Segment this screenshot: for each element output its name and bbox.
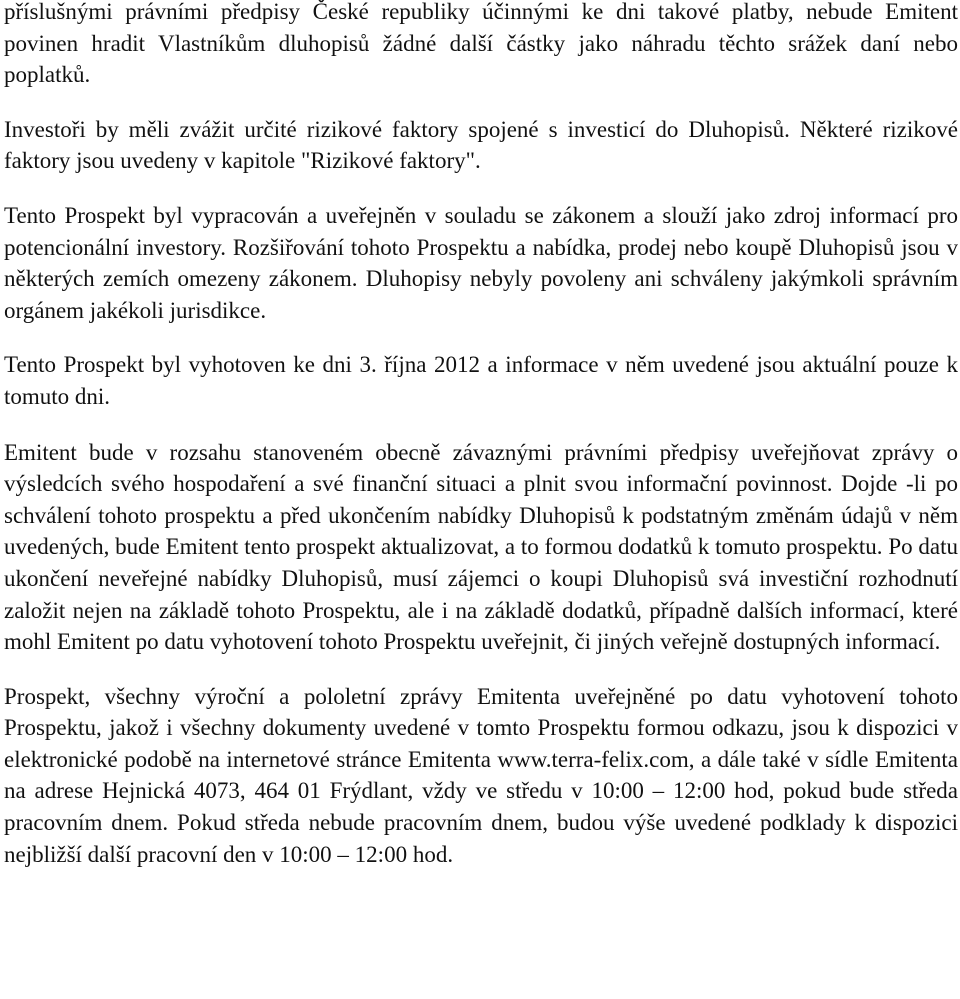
paragraph-issuer-disclosure: Emitent bude v rozsahu stanoveném obecně závaznými právními předpisy uveřejňovat zprávy o výsledcích svého hospodaření a své finanční situaci a plnit svou informační povinnost. Dojde -li po schválení tohoto prospektu a před ukončením nabídky Dluhopisů k podstatným změnám údajů v něm uvedených, bude Emitent tento prospekt aktualizovat, a to formou dodatků k tomuto prospektu. Po datu ukončení neveřejné nabídky Dluhopisů, musí zájemci o koupi Dluhopisů svá investiční rozhodnutí založit nejen na základě tohoto Prospektu, ale i na základě dodatků, případně dalších informací, které mohl Emitent po datu vyhotovení tohoto Prospektu uveřejnit, či jiných veřejně dostupných informací. [4,439,958,655]
paragraph-tax-withholding: příslušnými právními předpisy České republiky účinnými ke dni takové platby, nebude Emitent povinen hradit Vlastníkům dluhopisů žádné další částky jako náhradu těchto srážek daní nebo poplatků. [4,0,958,88]
paragraph-risk-factors: Investoři by měli zvážit určité rizikové faktory spojené s investicí do Dluhopisů. Některé rizikové faktory jsou uvedeny v kapitole "Rizikové faktory". [4,116,958,174]
paragraph-document-availability: Prospekt, všechny výroční a pololetní zprávy Emitenta uveřejněné po datu vyhotovení tohoto Prospektu, jakož i všechny dokumenty uvedené v tomto Prospektu formou odkazu, jsou k dispozici v elektronické podobě na internetové stránce Emitenta www.terra-felix.com, a dále také v sídle Emitenta na adrese Hejnická 4073, 464 01 Frýdlant, vždy ve středu v 10:00 – 12:00 hod, pokud bude středa pracovním dnem. Pokud středa nebude pracovním dnem, budou výše uvedené podklady k dispozici nejbližší další pracovní den v 10:00 – 12:00 hod. [4,683,958,867]
paragraph-prospectus-purpose: Tento Prospekt byl vypracován a uveřejněn v souladu se zákonem a slouží jako zdroj informací pro potencionální investory. Rozšiřování tohoto Prospektu a nabídka, prodej nebo koupě Dluhopisů jsou v některých zemích omezeny zákonem. Dluhopisy nebyly povoleny ani schváleny jakýmkoli správním orgánem jakékoli jurisdikce. [4,202,958,323]
document-page [4,0,958,893]
paragraph-prospectus-date: Tento Prospekt byl vyhotoven ke dni 3. října 2012 a informace v něm uvedené jsou aktuální pouze k tomuto dni. [4,352,958,409]
